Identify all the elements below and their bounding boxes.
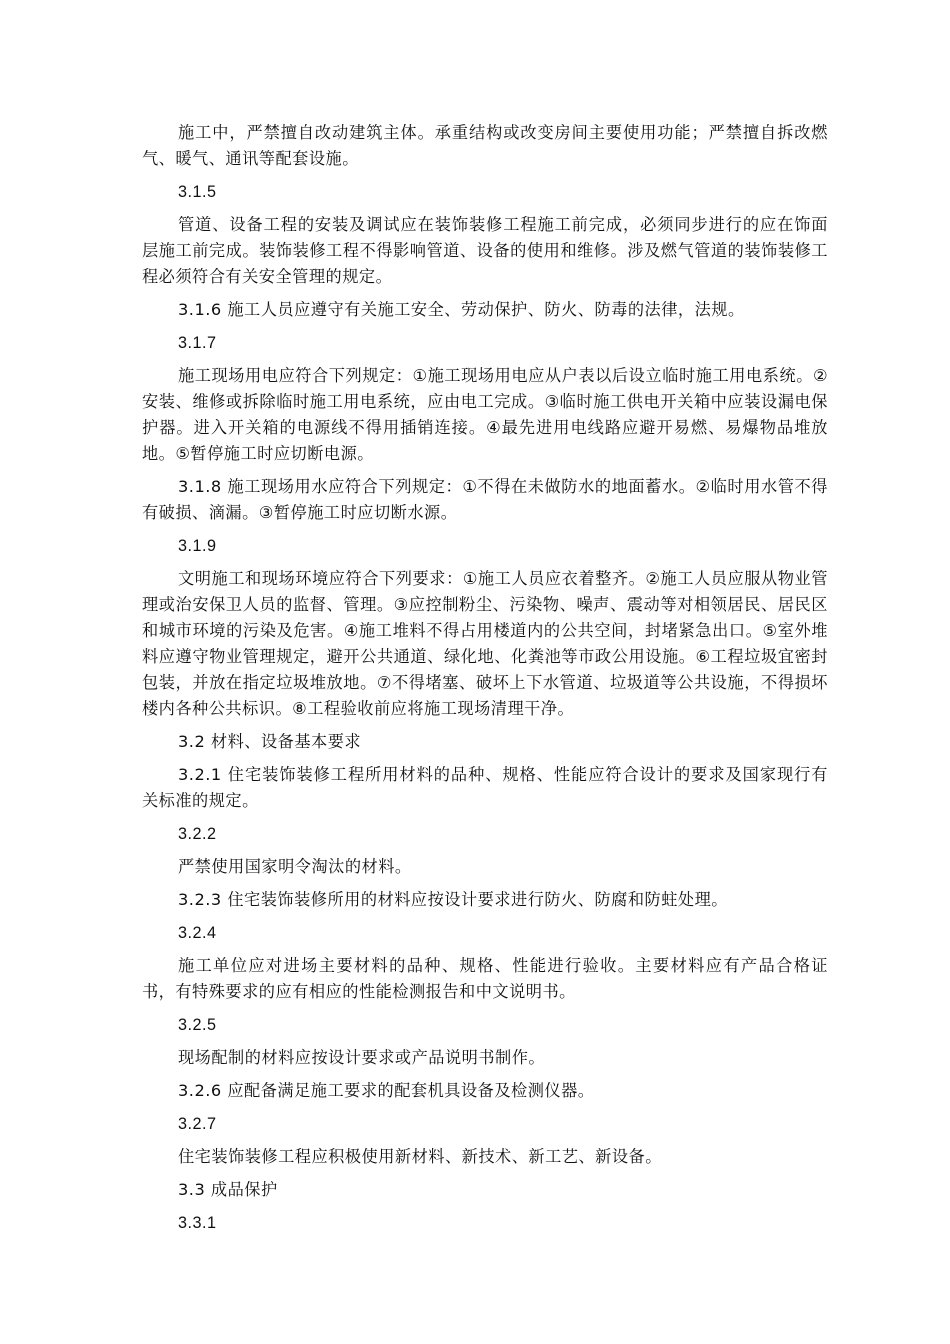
paragraph-new-materials: 住宅装饰装修工程应积极使用新材料、新技术、新工艺、新设备。 [178, 1147, 662, 1166]
paragraph-electricity-rules: 施工现场用电应符合下列规定：①施工现场用电应从户表以后设立临时施工用电系统。②安装、维修或拆除临时施工用电系统，应由电工完成。③临时施工供电开关箱中应装设漏电保护器。进入开关箱的电源线不得用插销连接。④最先进用电线路应避开易燃、易爆物品堆放地。⑤暂停施工时应切断电源。 [142, 366, 828, 463]
clause-number-3-1-5: 3.1.5 [178, 183, 217, 201]
section-heading-3-3: 3.3 成品保护 [178, 1180, 278, 1199]
clause-3-2-1: 3.2.1 住宅装饰装修工程所用材料的品种、规格、性能应符合设计的要求及国家现行有关标准的规定。 [142, 765, 828, 810]
clause-3-1-8: 3.1.8 施工现场用水应符合下列规定：①不得在未做防水的地面蓄水。②临时用水管不得有破损、滴漏。③暂停施工时应切断水源。 [142, 477, 828, 522]
paragraph-onsite-materials: 现场配制的材料应按设计要求或产品说明书制作。 [178, 1048, 546, 1067]
document-body [142, 120, 828, 1243]
clause-3-2-6: 3.2.6 应配备满足施工要求的配套机具设备及检测仪器。 [178, 1081, 595, 1100]
paragraph-pipeline-installation: 管道、设备工程的安装及调试应在装饰装修工程施工前完成，必须同步进行的应在饰面层施工前完成。装饰装修工程不得影响管道、设备的使用和维修。涉及燃气管道的装饰装修工程必须符合有关安全管理的规定。 [142, 215, 828, 286]
clause-number-3-1-7: 3.1.7 [178, 334, 217, 352]
paragraph-civilized-construction: 文明施工和现场环境应符合下列要求：①施工人员应衣着整齐。②施工人员应服从物业管理或治安保卫人员的监督、管理。③应控制粉尘、污染物、噪声、震动等对相领居民、居民区和城市环境的污染及危害。④施工堆料不得占用楼道内的公共空间，封堵紧急出口。⑤室外堆料应遵守物业管理规定，避开公共通道、绿化地、化粪池等市政公用设施。⑥工程垃圾宜密封包装，并放在指定垃圾堆放地。⑦不得堵塞、破坏上下水管道、垃圾道等公共设施，不得损坏楼内各种公共标识。⑧工程验收前应将施工现场清理干净。 [142, 569, 828, 718]
clause-3-1-6: 3.1.6 施工人员应遵守有关施工安全、劳动保护、防火、防毒的法律，法规。 [178, 300, 745, 319]
paragraph-material-acceptance: 施工单位应对进场主要材料的品种、规格、性能进行验收。主要材料应有产品合格证书，有特殊要求的应有相应的性能检测报告和中文说明书。 [142, 956, 828, 1001]
section-heading-3-2: 3.2 材料、设备基本要求 [178, 732, 362, 751]
clause-number-3-1-9: 3.1.9 [178, 537, 217, 555]
paragraph-construction-prohibitions: 施工中，严禁擅自改动建筑主体。承重结构或改变房间主要使用功能；严禁擅自拆改燃气、暖气、通讯等配套设施。 [142, 123, 828, 168]
paragraph-banned-materials: 严禁使用国家明令淘汰的材料。 [178, 857, 412, 876]
clause-number-3-2-4: 3.2.4 [178, 924, 217, 942]
clause-number-3-2-2: 3.2.2 [178, 825, 217, 843]
clause-number-3-2-7: 3.2.7 [178, 1115, 217, 1133]
clause-number-3-2-5: 3.2.5 [178, 1016, 217, 1034]
clause-3-2-3: 3.2.3 住宅装饰装修所用的材料应按设计要求进行防火、防腐和防蛀处理。 [178, 890, 728, 909]
clause-number-3-3-1: 3.3.1 [178, 1214, 217, 1232]
